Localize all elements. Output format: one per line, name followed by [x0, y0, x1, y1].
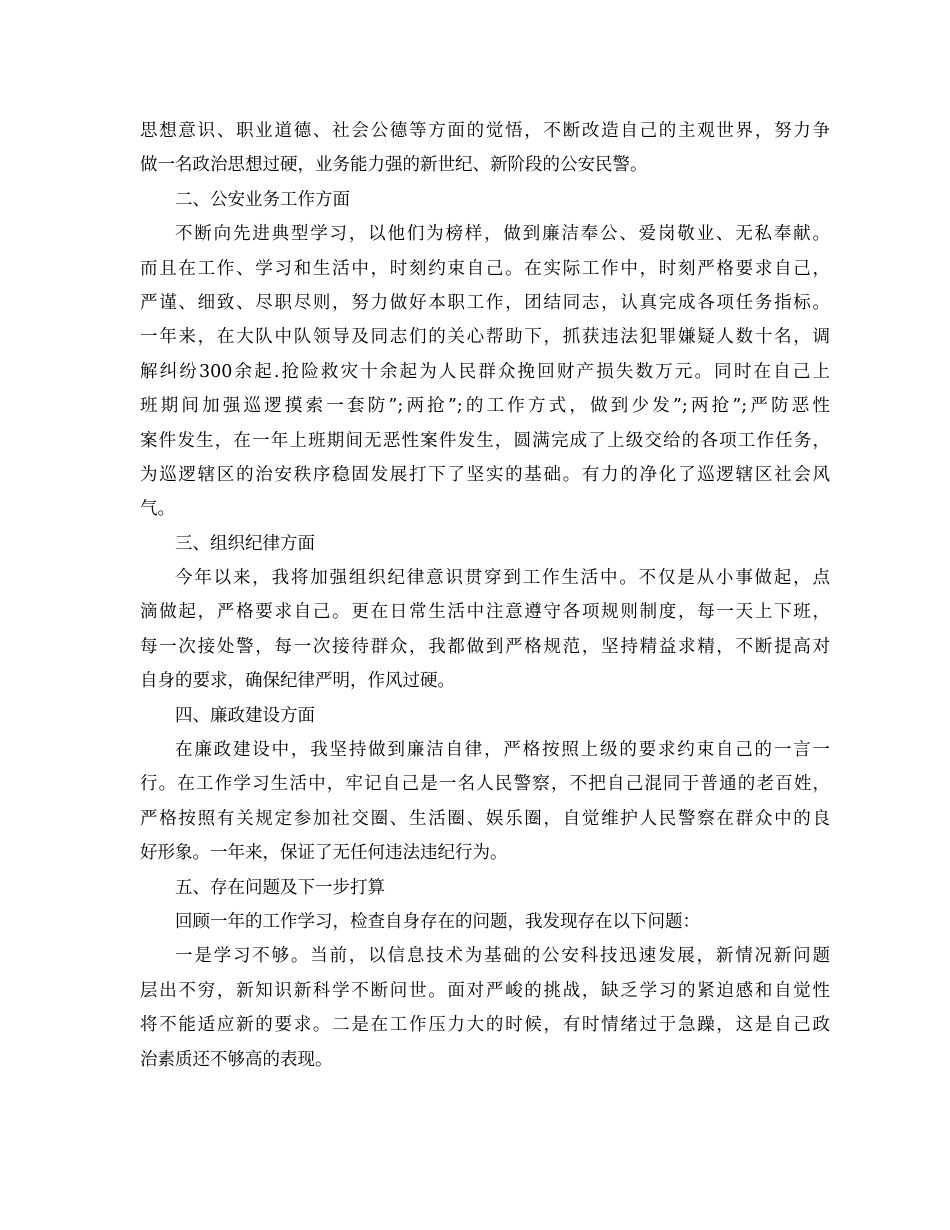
text-line: 而且在工作、学习和生活中，时刻约束自己。在实际工作中，时刻严格要求自己， [140, 258, 830, 279]
text-line: 做一名政治思想过硬，业务能力强的新世纪、新阶段的公安民警。 [140, 155, 648, 176]
text-line: 气。 [140, 499, 175, 520]
text-line: 四、廉政建设方面 [175, 705, 315, 726]
text-line: 行。在工作学习生活中，牢记自己是一名人民警察，不把自己混同于普通的老百姓， [140, 774, 830, 795]
text-line: 三、组织纪律方面 [175, 533, 315, 554]
text-line: 今年以来，我将加强组织纪律意识贯穿到工作生活中。不仅是从小事做起，点 [175, 568, 830, 589]
text-line: 二、公安业务工作方面 [175, 189, 350, 210]
text-line: 为巡逻辖区的治安秩序稳固发展打下了坚实的基础。有力的净化了巡逻辖区社会风 [140, 464, 830, 485]
text-line: 严谨、细致、尽职尽则，努力做好本职工作，团结同志，认真完成各项任务指标。 [140, 292, 830, 313]
text-line: 解纠纷300余起.抢险救灾十余起为人民群众挽回财产损失数万元。同时在自己上 [140, 361, 830, 382]
text-line: 每一次接处警，每一次接待群众，我都做到严格规范，坚持精益求精，不断提高对 [140, 636, 830, 657]
text-line: 一是学习不够。当前，以信息技术为基础的公安科技迅速发展，新情况新问题 [175, 946, 830, 967]
text-line: 案件发生，在一年上班期间无恶性案件发生，圆满完成了上级交给的各项工作任务， [140, 430, 830, 451]
text-line: 一年来，在大队中队领导及同志们的关心帮助下，抓获违法犯罪嫌疑人数十名，调 [140, 327, 830, 348]
text-line: 在廉政建设中，我坚持做到廉洁自律，严格按照上级的要求约束自己的一言一 [175, 740, 830, 761]
text-line: 严格按照有关规定参加社交圈、生活圈、娱乐圈，自觉维护人民警察在群众中的良 [140, 808, 830, 829]
text-line: 好形象。一年来，保证了无任何违法违纪行为。 [140, 843, 508, 864]
text-line: 回顾一年的工作学习，检查自身存在的问题，我发现存在以下问题： [175, 911, 700, 932]
text-line: 不断向先进典型学习，以他们为榜样，做到廉洁奉公、爱岗敬业、无私奉献。 [175, 224, 830, 245]
document-body [140, 114, 830, 1077]
text-line: 班期间加强巡逻摸索一套防”;两抢”;的工作方式，做到少发”;两抢”;严防恶性 [140, 396, 830, 417]
text-line: 层出不穷，新知识新科学不断问世。面对严峻的挑战，缺乏学习的紧迫感和自觉性 [140, 980, 830, 1001]
text-line: 将不能适应新的要求。二是在工作压力大的时候，有时情绪过于急躁，这是自己政 [140, 1015, 830, 1036]
text-line: 五、存在问题及下一步打算 [175, 877, 385, 898]
text-line: 思想意识、职业道德、社会公德等方面的觉悟，不断改造自己的主观世界，努力争 [140, 121, 830, 141]
text-line: 滴做起，严格要求自己。更在日常生活中注意遵守各项规则制度，每一天上下班， [140, 602, 830, 623]
text-line: 自身的要求，确保纪律严明，作风过硬。 [140, 671, 455, 692]
text-line: 治素质还不够高的表现。 [140, 1049, 333, 1070]
